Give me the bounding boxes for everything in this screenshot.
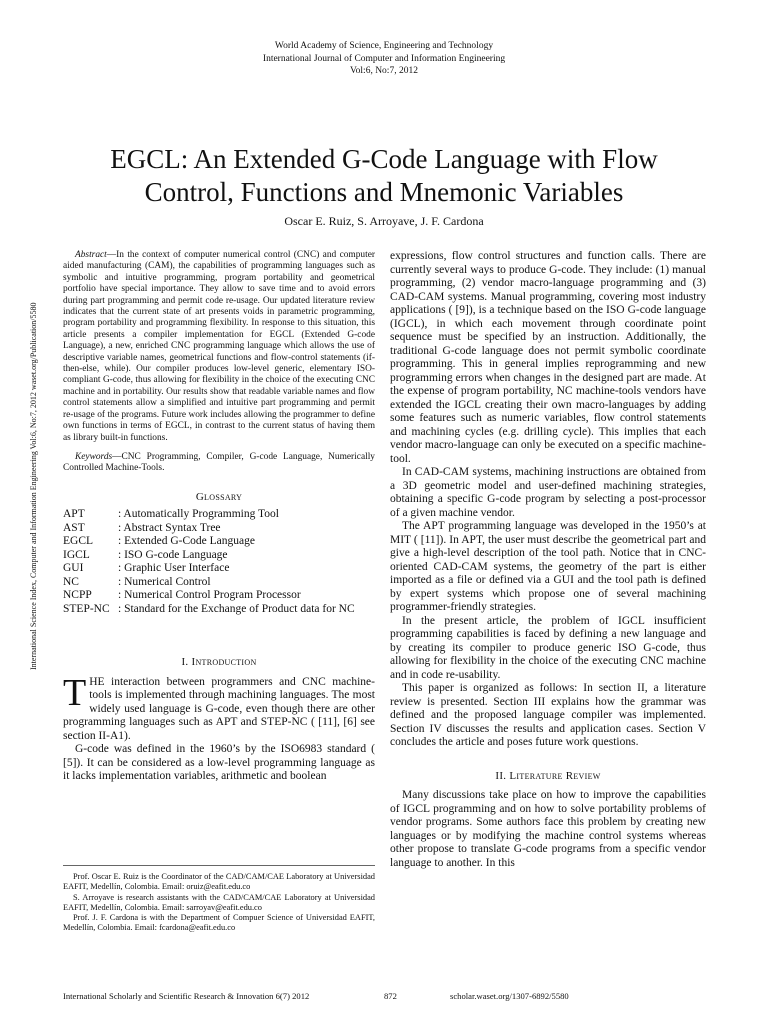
glossary-row xyxy=(63,535,355,549)
abstract xyxy=(63,250,375,444)
right-paragraph-4: In the present article, the problem of IGCL insufficient programming capabilities is faced by defining a new language and by creating its compiler to produce generic ISO G-code, thus allowing for flexibility in the choice of the executing CNC machine and in code re-usability. xyxy=(390,614,706,681)
glossary-row xyxy=(63,603,355,617)
abstract-text: —In the context of computer numerical control (CNC) and computer aided manufacturing (CAM), the capabilities of programming languages such as symbolic and intuitive programming, program portability and geometrical portfolio have special importance. They allow to save time and to avoid errors during part programming and permit code re-usage. Our updated literature review indicates that the current state of art presents voids in parametric programming, program portability and programming flexibility. In response to this situation, this article presents a compiler implementation for EGCL (Extended G-code Language), a new, enriched CNC programming language which allows the use of descriptive variable names, geometrical functions and flow-control statements (if-then-else, while). Our compiler produces low-level generic, elementary ISO-compliant G-code, thus allowing for flexibility in the choice of the executing CNC machine and in portability. Our results show that readable variable names and flow control statements allow a simplified and intuitive part programming and permit re-usage of the programs. Future work includes allowing the programmer to define own functions in terms of EGCL, in contrast to the current status of having them as library built-in functions. xyxy=(63,250,375,443)
keywords-label: Keywords xyxy=(75,451,113,462)
side-index-text: International Science Index, Computer and Information Engineering Vol:6, No:7, 2012 waset.org/Publication/5580 xyxy=(29,302,38,670)
glossary-def: : Graphic User Interface xyxy=(118,562,230,575)
right-column xyxy=(390,250,706,870)
title-line-2: Control, Functions and Mnemonic Variables xyxy=(144,177,624,207)
glossary-def: : Abstract Syntax Tree xyxy=(118,521,221,534)
glossary-abbr: IGCL xyxy=(63,548,90,561)
right-paragraph-6: Many discussions take place on how to improve the capabilities of IGCL programming and on how to solve portability problems of vendor programs. Some authors face this problem by creating new languages or by modifying the machine control systems whereas other propose to translate G-code programs from a specific vendor language to another. In this xyxy=(390,789,706,869)
intro-paragraph-1 xyxy=(63,671,375,744)
title-line-1: EGCL: An Extended G-Code Language with Flow xyxy=(110,144,658,174)
header-line-1: World Academy of Science, Engineering and Technology xyxy=(274,41,494,51)
glossary-heading: Glossary xyxy=(195,490,243,503)
author-footnotes xyxy=(63,865,375,934)
glossary-row xyxy=(63,522,355,536)
right-paragraph-5: This paper is organized as follows: In section II, a literature review is presented. Section III explains how the grammar was defined and the proposed language compiler was implemented. Section IV discusses the results and application cases. Section V concludes the article and poses future work questions. xyxy=(390,682,706,748)
intro-lead-word: HE xyxy=(89,675,105,688)
glossary-def: : Extended G-Code Language xyxy=(118,535,255,548)
glossary-abbr: NCPP xyxy=(63,589,92,602)
literature-review-heading: II. Literature Review xyxy=(495,769,601,782)
glossary-def: : ISO G-code Language xyxy=(118,548,228,561)
glossary-abbr: NC xyxy=(63,575,79,588)
footer-page-number: 872 xyxy=(384,991,397,1001)
footer-link[interactable]: scholar.waset.org/1307-6892/5580 xyxy=(450,991,569,1001)
glossary-abbr: STEP-NC xyxy=(63,602,110,615)
glossary-row xyxy=(63,508,355,522)
journal-header xyxy=(0,40,768,78)
glossary-table xyxy=(63,508,355,616)
right-paragraph-1: expressions, flow control structures and function calls. There are currently several ways to produce G-code. They include: (1) manual programming, (2) vendor macro-language programming and (3) CAD-CAM systems. Manual programming, covering most industry applications ( [9]), is a technique based on the ISO G-code language (IGCL), in which each movement through coordinate point sequence must be specified by an instruction. Additionally, the traditional G-code language does not permit symbolic coordinate programming. This in general implies reprogramming and new programming errors when changes in the designed part are made. At the expense of program portability, NC machine-tools vendors have extended the IGCL creating their own macro-languages by adding some features such as numeric variables, flow control statements and machining cycles (e.g. drilling cycle). This implies that each vendor macro-language can only be executed on a specific machine-tool. xyxy=(390,250,706,465)
introduction-heading: I. Introduction xyxy=(181,656,257,669)
glossary-abbr: EGCL xyxy=(63,535,94,548)
glossary-abbr: GUI xyxy=(63,562,84,575)
glossary-def: : Numerical Control Program Processor xyxy=(118,589,301,602)
glossary-row xyxy=(63,549,355,563)
glossary-row xyxy=(63,576,355,590)
header-line-3: Vol:6, No:7, 2012 xyxy=(350,66,418,76)
intro-paragraph-1-text: interaction between programmers and CNC machine-tools is implemented through machining languages. The most widely used language is G-code, even though there are other programming languages such as APT and STEP-NC ( [11], [6] see section II-A1). xyxy=(63,675,375,742)
header-line-2: International Journal of Computer and Information Engineering xyxy=(262,53,506,64)
footnote-3: Prof. J. F. Cardona is with the Department of Compuer Science of Universidad EAFIT, Medellín, Colombia. Email: fcardona@eafit.edu.co xyxy=(63,913,375,933)
authors: Oscar E. Ruiz, S. Arroyave, J. F. Cardona xyxy=(284,214,484,228)
paper-title xyxy=(40,143,728,209)
glossary-row xyxy=(63,589,355,603)
footnote-1: Prof. Oscar E. Ruiz is the Coordinator of the CAD/CAM/CAE Laboratory at Universidad EAFIT, Medellín, Colombia. Email: oruiz@eafit.edu.co xyxy=(63,872,375,892)
abstract-label: Abstract xyxy=(75,250,107,260)
glossary-abbr: APT xyxy=(63,508,85,521)
glossary-row xyxy=(63,562,355,576)
right-paragraph-3: The APT programming language was developed in the 1950’s at MIT ( [11]). In APT, the user must describe the geometrical part and give a high-level description of the tool path. Notice that in CNC-oriented CAD-CAM systems, the geometry of the part is either imported as a file or defined via a GUI and the tool path is defined by expert systems which propose one of several machining programmer-friendly strategies. xyxy=(390,520,706,613)
right-paragraph-2: In CAD-CAM systems, machining instructions are obtained from a 3D geometric model and user-defined machining strategies, obtaining a specific G-code program by selecting a post-processor of a given machine vendor. xyxy=(390,466,706,519)
glossary-def: : Standard for the Exchange of Product data for NC xyxy=(118,602,355,615)
left-column xyxy=(63,250,375,784)
footnote-2: S. Arroyave is research assistants with the CAD/CAM/CAE Laboratory at Universidad EAFIT, Medellín, Colombia. Email: sarroyav@eafit.edu.co xyxy=(63,892,375,912)
glossary-def: : Numerical Control xyxy=(118,575,211,588)
drop-cap: T xyxy=(63,671,87,714)
glossary-abbr: AST xyxy=(63,521,85,534)
keywords-text: —CNC Programming, Compiler, G-code Language, Numerically Controlled Machine-Tools. xyxy=(63,451,375,474)
intro-paragraph-2: G-code was defined in the 1960’s by the ISO6983 standard ( [5]). It can be considered as a low-level programming language as it lacks implementation variables, arithmetic and boolean xyxy=(63,743,375,783)
keywords xyxy=(63,452,375,475)
footer-publication: International Scholarly and Scientific Research & Innovation 6(7) 2012 xyxy=(63,991,310,1001)
glossary-def: : Automatically Programming Tool xyxy=(118,508,279,521)
